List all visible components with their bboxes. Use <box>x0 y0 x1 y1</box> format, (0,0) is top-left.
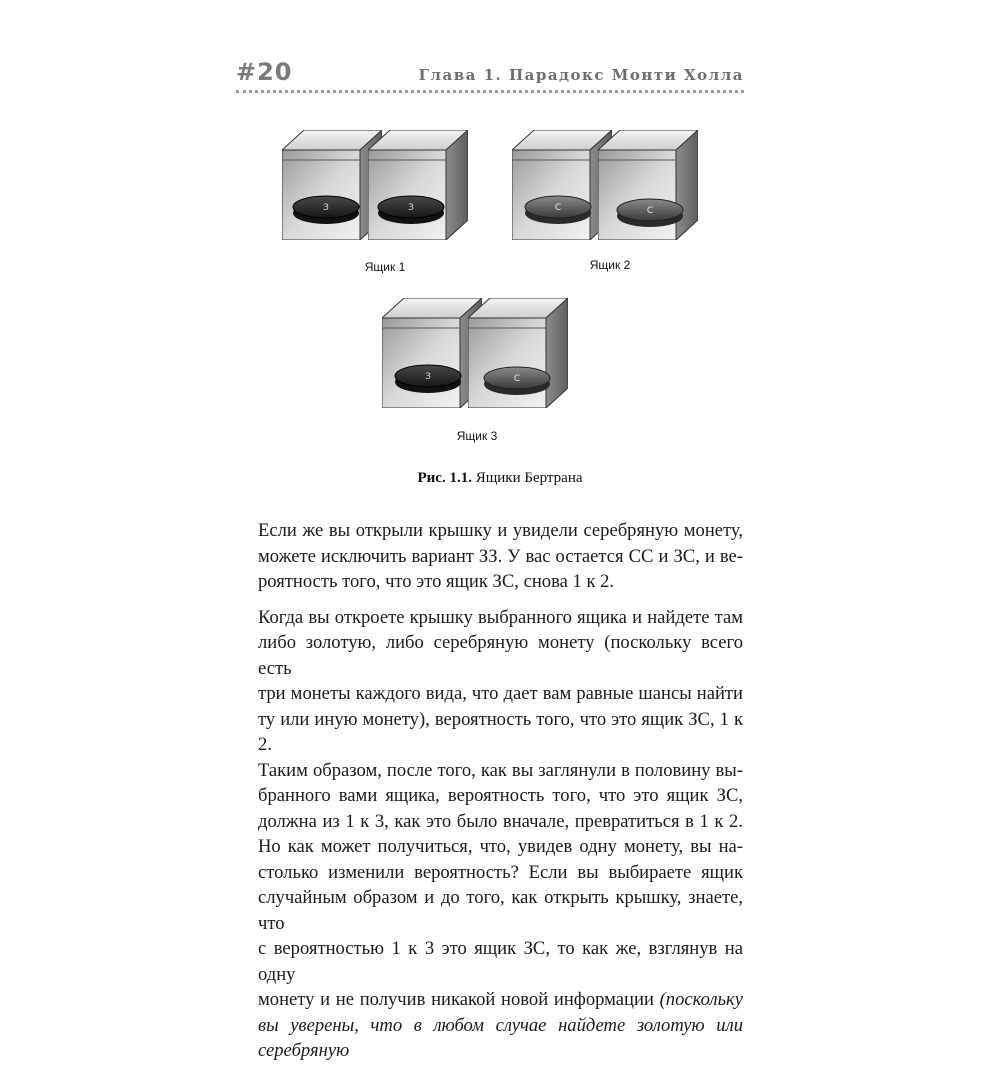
text-line: три монеты каждого вида, что дает вам равные шансы найти <box>258 683 743 704</box>
text-line: Если же вы открыли крышку и увидели серебряную монету, <box>258 520 743 541</box>
text-line: либо золотую, либо серебряную монету (поскольку всего есть <box>258 632 743 679</box>
box-label: Ящик 2 <box>589 258 631 272</box>
text-line: должна из 1 к 3, как это было вначале, превратиться в 1 к 2. <box>258 810 743 832</box>
text-line: столько изменили вероятность? Если вы выбираете ящик <box>258 861 743 883</box>
figure-caption-text: Ящики Бертрана <box>475 470 583 486</box>
coin-gold <box>395 365 461 393</box>
coin-label: С <box>646 206 654 216</box>
text-line: роятность того, что это ящик ЗС, снова 1 к 2. <box>258 571 615 592</box>
coin-label: З <box>323 203 329 213</box>
text-line: Таким образом, после того, как вы заглянули в половину вы- <box>258 759 743 781</box>
paragraph <box>258 518 743 595</box>
box-1 <box>282 130 468 240</box>
coin-gold <box>293 196 359 224</box>
italic-text: (поскольку <box>659 989 743 1010</box>
running-header <box>236 58 744 92</box>
coin-label: З <box>425 372 431 382</box>
paragraph <box>258 605 743 1064</box>
text-line: Когда вы откроете крышку выбранного ящика и найдете там <box>258 606 743 628</box>
coin-silver <box>525 196 591 224</box>
box-2 <box>512 130 698 240</box>
text-line: можете исключить вариант ЗЗ. У вас остается СС и ЗС, и ве- <box>258 545 743 567</box>
box-label: Ящик 1 <box>364 260 406 274</box>
chapter-title: Глава 1. Парадокс Монти Холла <box>418 66 744 84</box>
coin-label: С <box>554 203 562 213</box>
coin-gold <box>378 196 444 224</box>
box-label: Ящик 3 <box>456 429 498 443</box>
body-text <box>258 518 743 1074</box>
text-line: бранного вами ящика, вероятность того, что это ящик ЗС, <box>258 785 743 806</box>
text-line: монету и не получив никакой новой информации <box>258 989 654 1010</box>
coin-label: С <box>513 374 521 384</box>
header-dotted-rule <box>236 90 744 93</box>
bertrand-boxes-figure <box>260 110 740 510</box>
text-line: с вероятностью 1 к 3 это ящик ЗС, то как же, взглянув на одну <box>258 938 743 985</box>
text-line: ту или иную монету), вероятность того, что это ящик ЗС, 1 к 2. <box>258 708 743 755</box>
coin-silver <box>617 199 683 227</box>
coin-silver <box>484 367 550 395</box>
text-line: случайным образом и до того, как открыть крышку, знаете, что <box>258 887 743 934</box>
italic-text-line: вы уверены, что в любом случае найдете золотую или серебряную <box>258 1014 743 1061</box>
figure-number: Рис. 1.1. <box>417 470 472 486</box>
page-number: #20 <box>236 58 293 86</box>
figure-caption <box>0 470 1000 487</box>
box-3 <box>382 298 568 408</box>
coin-label: З <box>408 203 414 213</box>
text-line: Но как может получиться, что, увидев одну монету, вы на- <box>258 836 743 857</box>
